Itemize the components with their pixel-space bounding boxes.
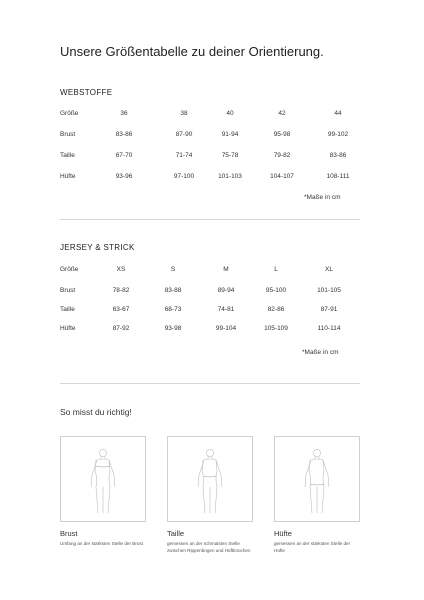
size-cell: 38 — [180, 110, 188, 117]
row-label: Hüfte — [60, 173, 76, 180]
table-cell: 83-88 — [164, 287, 182, 294]
size-cell: 40 — [226, 110, 234, 117]
row-label: Taille — [60, 306, 75, 313]
table-cell: 71-74 — [175, 152, 193, 159]
table-cell: 75-78 — [221, 152, 239, 159]
table-header-row — [60, 110, 360, 120]
caption-label-taille: Taille — [167, 529, 185, 538]
table-cell: 108-111 — [326, 173, 350, 180]
table-cell: 101-105 — [317, 287, 341, 294]
size-cell: XS — [116, 266, 126, 273]
table-cell: 83-86 — [329, 152, 347, 159]
divider — [60, 383, 360, 384]
table-cell: 105-109 — [264, 325, 288, 332]
table-cell: 74-81 — [217, 306, 235, 313]
table-cell: 87-90 — [175, 131, 193, 138]
jersey-heading: JERSEY & STRICK — [60, 243, 135, 252]
table-cell: 91-94 — [221, 131, 239, 138]
row-label: Brust — [60, 287, 76, 294]
table-cell: 95-98 — [273, 131, 291, 138]
measure-card-taille — [167, 436, 253, 522]
table-cell: 67-70 — [115, 152, 133, 159]
body-figure-icon — [61, 437, 145, 521]
table-cell: 68-73 — [164, 306, 182, 313]
table-cell: 97-100 — [173, 173, 195, 180]
size-cell: 44 — [334, 110, 342, 117]
measure-card-huefte — [274, 436, 360, 522]
caption-label-huefte: Hüfte — [274, 529, 292, 538]
caption-desc-taille — [167, 540, 267, 554]
row-label: Taille — [60, 152, 75, 159]
table-row — [60, 152, 360, 162]
size-cell: XL — [325, 266, 333, 273]
caption-desc-line: gemessen an der stärksten Stelle der — [274, 541, 351, 546]
caption-desc-line: Umfang an der stärksten Stelle der Brust — [60, 541, 143, 546]
size-cell: S — [170, 266, 176, 273]
table-cell: 95-100 — [265, 287, 287, 294]
table-cell: 101-103 — [218, 173, 242, 180]
caption-desc-line: Hüfte — [274, 548, 285, 553]
size-cell: 42 — [278, 110, 286, 117]
table-cell: 110-114 — [317, 325, 341, 332]
table-cell: 87-91 — [320, 306, 338, 313]
table-row — [60, 173, 360, 183]
table-row — [60, 287, 360, 297]
body-figure-icon — [275, 437, 359, 521]
divider — [60, 219, 360, 220]
table-row — [60, 306, 360, 316]
table-cell: 87-92 — [112, 325, 130, 332]
table-cell: 99-102 — [327, 131, 349, 138]
table-cell: 93-98 — [164, 325, 182, 332]
measure-card-brust — [60, 436, 146, 522]
page-title: Unsere Größentabelle zu deiner Orientierung. — [60, 44, 324, 59]
table-cell: 99-104 — [215, 325, 237, 332]
size-header-label: Größe — [60, 110, 79, 117]
measure-title: So misst du richtig! — [60, 407, 132, 417]
row-label: Brust — [60, 131, 76, 138]
caption-desc-huefte — [274, 540, 374, 554]
jersey-note: *Maße in cm — [302, 349, 339, 356]
table-cell: 82-86 — [267, 306, 285, 313]
webstoffe-note: *Maße in cm — [304, 194, 341, 201]
caption-desc-line: gemessen an der schmalsten Stelle — [167, 541, 240, 546]
table-cell: 83-86 — [115, 131, 133, 138]
table-cell: 63-67 — [112, 306, 130, 313]
size-cell: L — [274, 266, 278, 273]
size-cell: M — [223, 266, 229, 273]
caption-label-brust: Brust — [60, 529, 78, 538]
row-label: Hüfte — [60, 325, 76, 332]
table-cell: 104-107 — [270, 173, 294, 180]
table-cell: 93-96 — [115, 173, 133, 180]
size-header-label: Größe — [60, 266, 79, 273]
webstoffe-heading: WEBSTOFFE — [60, 88, 113, 97]
table-row — [60, 325, 360, 335]
size-cell: 36 — [120, 110, 128, 117]
table-cell: 89-94 — [217, 287, 235, 294]
body-figure-icon — [168, 437, 252, 521]
table-cell: 78-82 — [112, 287, 130, 294]
caption-desc-line: zwischen Rippenbogen und Hüftknochen — [167, 548, 251, 553]
caption-desc-brust — [60, 540, 160, 547]
table-header-row — [60, 266, 360, 276]
table-cell: 79-82 — [273, 152, 291, 159]
table-row — [60, 131, 360, 141]
